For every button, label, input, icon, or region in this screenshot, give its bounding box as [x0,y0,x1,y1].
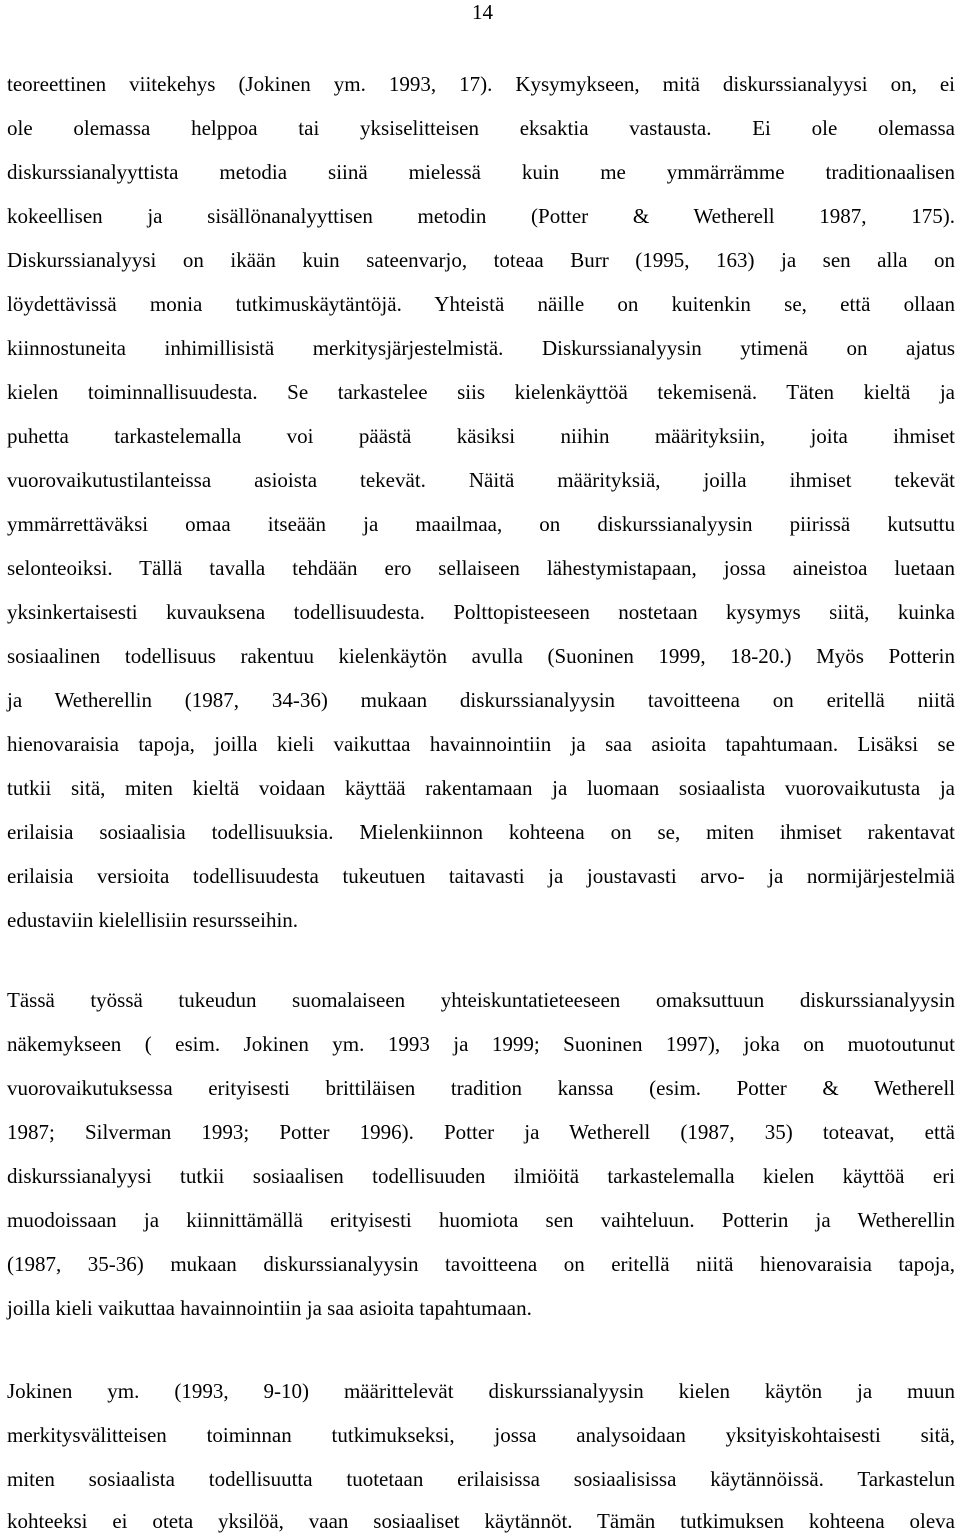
text-line: kokeellisen ja sisällönanalyyttisen metodin (Potter & Wetherell 1987, 175). [7,204,955,228]
text-line: erilaisia sosiaalisia todellisuuksia. Mielenkiinnon kohteena on se, miten ihmiset rakentavat [7,820,955,844]
text-line: ole olemassa helppoa tai yksiselitteisen eksaktia vastausta. Ei ole olemassa [7,116,955,140]
text-line: kielen toiminnallisuudesta. Se tarkastelee siis kielenkäyttöä tekemisenä. Täten kieltä ja [7,380,955,404]
text-line: vuorovaikutustilanteissa asioista tekevät. Näitä määrityksiä, joilla ihmiset tekevät [7,468,955,492]
text-line: ymmärrettäväksi omaa itseään ja maailmaa, on diskurssianalyysin piirissä kutsuttu [7,512,955,536]
text-line: yksinkertaisesti kuvauksena todellisuudesta. Polttopisteeseen nostetaan kysymys siitä, kuinka [7,600,955,624]
text-line: sosiaalinen todellisuus rakentuu kielenkäytön avulla (Suoninen 1999, 18-20.) Myös Potterin [7,644,955,668]
text-line: diskurssianalyyttista metodia siinä mielessä kuin me ymmärrämme traditionaalisen [7,160,955,184]
text-line: edustaviin kielellisiin resursseihin. [7,908,299,932]
text-line: 1987; Silverman 1993; Potter 1996). Potter ja Wetherell (1987, 35) toteavat, että [7,1120,955,1144]
text-line: Diskurssianalyysi on ikään kuin sateenvarjo, toteaa Burr (1995, 163) ja sen alla on [7,248,955,272]
text-line: hienovaraisia tapoja, joilla kieli vaikuttaa havainnointiin ja saa asioita tapahtumaan. Lisäksi se [7,732,955,756]
text-line: erilaisia versioita todellisuudesta tukeutuen taitavasti ja joustavasti arvo- ja normijärjestelmiä [7,864,955,888]
text-line: kohteeksi ei oteta yksilöä, vaan sosiaaliset käytännöt. Tämän tutkimuksen kohteena oleva [7,1509,955,1533]
page-number: 14 [472,0,493,24]
text-line: teoreettinen viitekehys (Jokinen ym. 1993, 17). Kysymykseen, mitä diskurssianalyysi on, ei [7,72,955,96]
text-line: tutkii sitä, miten kieltä voidaan käyttää rakentamaan ja luomaan sosiaalista vuorovaikutusta ja [7,776,955,800]
text-line: miten sosiaalista todellisuutta tuotetaan erilaisissa sosiaalisissa käytännöissä. Tarkastelun [7,1467,955,1491]
text-line: puhetta tarkastelemalla voi päästä käsiksi niihin määrityksiin, joita ihmiset [7,424,955,448]
text-line: selonteoiksi. Tällä tavalla tehdään ero sellaiseen lähestymistapaan, jossa aineistoa luetaan [7,556,955,580]
text-line: Tässä työssä tukeudun suomalaiseen yhteiskuntatieteeseen omaksuttuun diskurssianalyysin [7,988,955,1012]
text-line: muodoissaan ja kiinnittämällä erityisesti huomiota sen vaihteluun. Potterin ja Wetherellin [7,1208,955,1232]
text-line: joilla kieli vaikuttaa havainnointiin ja saa asioita tapahtumaan. [7,1296,532,1320]
text-line: Jokinen ym. (1993, 9-10) määrittelevät diskurssianalyysin kielen käytön ja muun [7,1379,955,1403]
text-line: vuorovaikutuksessa erityisesti brittiläisen tradition kanssa (esim. Potter & Wetherell [7,1076,955,1100]
text-line: löydettävissä monia tutkimuskäytäntöjä. Yhteistä näille on kuitenkin se, että ollaan [7,292,955,316]
text-line: (1987, 35-36) mukaan diskurssianalyysin tavoitteena on eritellä niitä hienovaraisia tapoja, [7,1252,955,1276]
text-line: ja Wetherellin (1987, 34-36) mukaan diskurssianalyysin tavoitteena on eritellä niitä [7,688,955,712]
text-line: merkitysvälitteisen toiminnan tutkimukseksi, jossa analysoidaan yksityiskohtaisesti sitä, [7,1423,955,1447]
text-line: näkemykseen ( esim. Jokinen ym. 1993 ja 1999; Suoninen 1997), joka on muotoutunut [7,1032,955,1056]
text-line: kiinnostuneita inhimillisistä merkitysjärjestelmistä. Diskurssianalyysin ytimenä on ajatus [7,336,955,360]
text-line: diskurssianalyysi tutkii sosiaalisen todellisuuden ilmiöitä tarkastelemalla kielen käyttöä eri [7,1164,955,1188]
